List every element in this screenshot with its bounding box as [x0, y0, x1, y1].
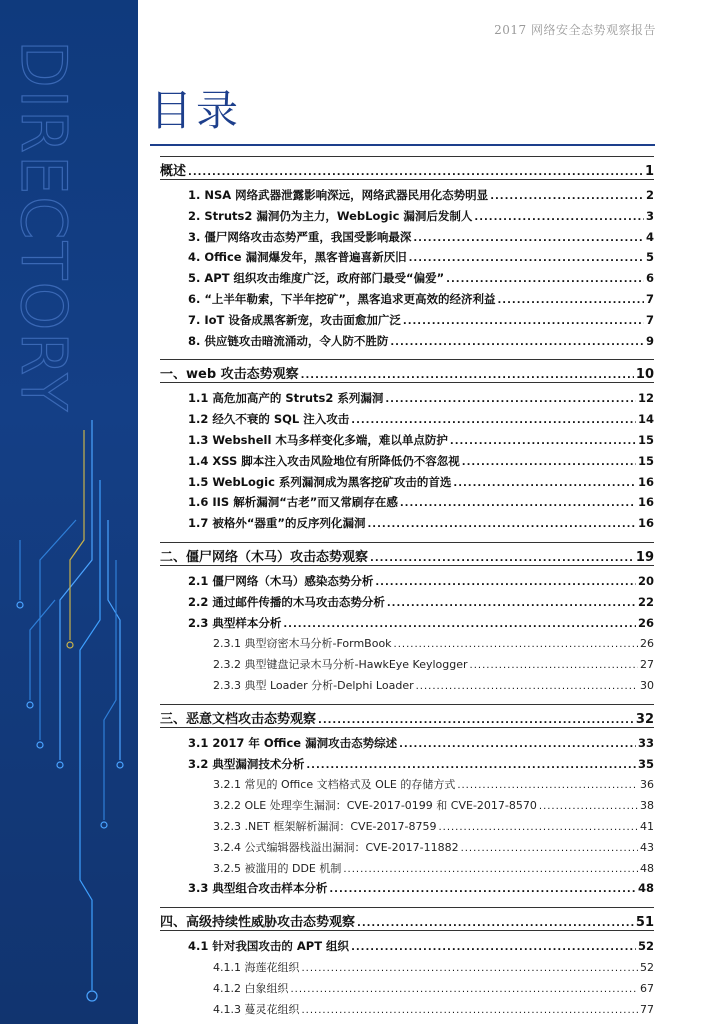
toc-entry[interactable]	[160, 594, 654, 610]
section-rule	[160, 704, 654, 705]
toc-leader	[453, 478, 636, 489]
toc-page-number: 51	[635, 915, 654, 931]
toc-page-number: 32	[635, 711, 654, 727]
toc-title: 4.1.1 海莲花组织	[213, 961, 300, 974]
toc-title: 1.7 被格外“器重”的反序列化漏洞	[188, 516, 366, 531]
toc-leader	[490, 191, 644, 202]
toc-entry[interactable]	[160, 980, 654, 996]
toc-entry[interactable]	[160, 880, 654, 896]
toc-title: 概述	[160, 164, 187, 179]
toc-page-number: 52	[640, 961, 654, 974]
toc-title: 1.5 WebLogic 系列漏洞成为黑客挖矿攻击的首选	[188, 474, 452, 489]
toc-leader	[301, 370, 634, 381]
toc-title: 2.3.2 典型键盘记录木马分析-HawkEye Keylogger	[213, 658, 468, 672]
directory-watermark: DIRECTORY	[7, 40, 80, 414]
section-rule	[160, 930, 654, 931]
toc-title: 3.3 典型组合攻击样本分析	[188, 881, 328, 896]
toc-page-number: 77	[640, 1002, 654, 1016]
toc-entry[interactable]	[160, 635, 654, 651]
toc-page-number: 35	[637, 756, 654, 771]
toc-leader	[368, 519, 636, 530]
toc-chapter[interactable]	[160, 363, 654, 382]
toc-leader	[283, 619, 636, 630]
toc-entry[interactable]	[160, 249, 654, 265]
toc-page-number: 4	[645, 229, 654, 244]
toc-leader	[413, 233, 644, 244]
toc-leader	[351, 942, 636, 953]
section-rule	[160, 359, 654, 360]
toc-title: 2.1 僵尸网络（木马）感染态势分析	[188, 574, 374, 588]
toc-page-number: 7	[645, 312, 654, 327]
toc-title: 3. 僵尸网络攻击态势严重，我国受影响最深	[188, 229, 412, 244]
toc-leader	[409, 253, 644, 264]
toc-entry[interactable]	[160, 411, 654, 427]
toc-title: 3.2.5 被滥用的 DDE 机制	[213, 861, 342, 875]
toc-entry[interactable]	[160, 474, 654, 490]
toc-leader	[351, 415, 636, 426]
toc-leader	[318, 715, 634, 726]
toc-leader	[450, 436, 636, 447]
toc-entry[interactable]	[160, 229, 654, 245]
circuit-traces	[20, 420, 120, 990]
toc-entry[interactable]	[160, 756, 654, 772]
toc-page-number: 67	[640, 981, 654, 995]
toc-entry[interactable]	[160, 818, 654, 834]
section-rule	[160, 542, 654, 543]
toc-page-number: 2	[645, 188, 654, 202]
toc-page-number: 19	[635, 550, 654, 565]
toc-chapter[interactable]	[160, 160, 654, 179]
toc-title: 1.4 XSS 脚本注入攻击风险地位有所降低仍不容忽视	[188, 453, 460, 468]
circuit-nodes	[17, 602, 123, 1001]
sidebar-decoration	[0, 0, 138, 1024]
section-rule	[160, 156, 654, 157]
toc-page-number: 15	[637, 433, 654, 447]
section-rule	[160, 179, 654, 180]
toc-title: 三、恶意文档攻击态势观察	[160, 711, 317, 727]
toc-leader	[474, 212, 644, 223]
toc-page-number: 6	[645, 271, 654, 286]
toc-leader	[446, 274, 644, 285]
toc-title: 四、高级持续性威胁攻击态势观察	[160, 915, 356, 931]
toc-entry[interactable]	[160, 860, 654, 876]
toc-page-number: 48	[640, 861, 654, 875]
toc-title: 7. IoT 设备成黑客新宠，攻击面愈加广泛	[188, 312, 401, 327]
toc-page-number: 3	[645, 208, 654, 223]
toc-entry[interactable]	[160, 573, 654, 589]
toc-leader	[375, 577, 636, 588]
toc-title: 2.3.1 典型窃密木马分析-FormBook	[213, 637, 392, 651]
toc-leader	[306, 760, 636, 771]
toc-title: 6. “上半年勒索，下半年挖矿”，黑客追求更高效的经济利益	[188, 292, 496, 306]
toc-title: 3.2.1 常见的 Office 文档格式及 OLE 的存储方式	[213, 778, 456, 792]
toc-page-number: 9	[645, 333, 654, 348]
toc-leader	[387, 598, 636, 609]
toc-leader	[302, 963, 639, 974]
toc-page-number: 1	[644, 164, 654, 179]
toc-leader	[400, 498, 636, 509]
toc-leader	[291, 984, 639, 995]
report-header: 2017 网络安全态势观察报告	[494, 23, 656, 37]
toc-page-number: 22	[637, 594, 654, 609]
toc-entry[interactable]	[160, 677, 654, 693]
toc-entry[interactable]	[160, 494, 654, 510]
toc-title: 1. NSA 网络武器泄露影响深远，网络武器民用化态势明显	[188, 188, 489, 202]
toc-entry[interactable]	[160, 208, 654, 224]
toc-entry[interactable]	[160, 839, 654, 855]
toc-leader	[302, 1005, 639, 1016]
toc-title: 5. APT 组织攻击维度广泛，政府部门最受“偏爱”	[188, 271, 445, 286]
title-divider	[150, 144, 655, 146]
toc-entry[interactable]	[160, 390, 654, 406]
toc-page-number: 27	[640, 658, 654, 672]
toc-entry[interactable]	[160, 270, 654, 286]
section-rule	[160, 565, 654, 566]
toc-leader	[416, 681, 638, 692]
toc-page-number: 33	[637, 735, 654, 750]
toc-entry[interactable]	[160, 187, 654, 203]
toc-leader	[188, 167, 643, 178]
toc-page-number: 16	[637, 495, 654, 510]
toc-leader	[457, 780, 638, 791]
toc-page-number: 30	[640, 679, 654, 692]
toc-title: 8. 供应链攻击暗流涌动，令人防不胜防	[188, 333, 389, 348]
toc-title: 2.3 典型样本分析	[188, 615, 282, 630]
toc-title: 4.1 针对我国攻击的 APT 组织	[188, 939, 350, 954]
section-rule	[160, 382, 654, 383]
toc-title: 二、僵尸网络（木马）攻击态势观察	[160, 550, 369, 565]
toc-title: 1.2 经久不衰的 SQL 注入攻击	[188, 412, 350, 427]
toc-title: 1.3 Webshell 木马多样变化多端，难以单点防护	[188, 433, 448, 447]
toc-leader	[329, 884, 636, 895]
toc-page-number: 41	[640, 820, 654, 833]
toc-leader	[403, 316, 644, 327]
toc-entry[interactable]	[160, 1001, 654, 1017]
toc-entry[interactable]	[160, 776, 654, 792]
toc-entry[interactable]	[160, 453, 654, 469]
toc-entry[interactable]	[160, 959, 654, 975]
toc-leader	[462, 457, 636, 468]
toc-entry[interactable]	[160, 312, 654, 328]
toc-page-number: 5	[645, 250, 654, 265]
toc-title: 2.2 通过邮件传播的木马攻击态势分析	[188, 594, 385, 609]
toc-title: 3.2 典型漏洞技术分析	[188, 756, 305, 771]
toc-page-number: 14	[637, 412, 654, 427]
toc-page-number: 52	[637, 939, 654, 954]
toc-leader	[438, 822, 638, 833]
toc-title: 3.2.4 公式编辑器栈溢出漏洞：CVE-2017-11882	[213, 840, 459, 854]
toc-entry[interactable]	[160, 797, 654, 813]
toc-title: 4.1.3 蔓灵花组织	[213, 1002, 300, 1016]
toc-page-number: 12	[637, 391, 654, 406]
toc-title: 4.1.2 白象组织	[213, 981, 289, 995]
section-rule	[160, 727, 654, 728]
toc-leader	[470, 660, 638, 671]
toc-leader	[394, 639, 638, 650]
toc-page-number: 16	[637, 474, 654, 489]
toc-page-number: 38	[640, 799, 654, 813]
toc-page-number: 10	[635, 367, 654, 383]
toc-title: 3.1 2017 年 Office 漏洞攻击态势综述	[188, 735, 398, 750]
toc-leader	[390, 337, 644, 348]
toc-leader	[498, 295, 644, 306]
toc-leader	[343, 864, 638, 875]
toc-title: 4. Office 漏洞爆发年，黑客普遍喜新厌旧	[188, 250, 407, 265]
toc-title: 1.6 IIS 解析漏洞“古老”而又常刷存在感	[188, 495, 398, 510]
page-title: 目录	[150, 86, 243, 135]
toc-title: 3.2.3 .NET 框架解析漏洞：CVE-2017-8759	[213, 820, 437, 833]
toc-leader	[385, 394, 636, 405]
toc-entry[interactable]	[160, 656, 654, 672]
toc-entry[interactable]	[160, 291, 654, 307]
toc-page-number: 43	[640, 840, 654, 854]
toc-title: 2.3.3 典型 Loader 分析-Delphi Loader	[213, 679, 414, 692]
toc-title: 2. Struts2 漏洞仍为主力，WebLogic 漏洞后发制人	[188, 208, 473, 223]
toc-page-number: 26	[637, 615, 654, 630]
toc-title: 1.1 高危加高产的 Struts2 系列漏洞	[188, 391, 384, 406]
toc-entry[interactable]	[160, 333, 654, 349]
toc-entry[interactable]	[160, 615, 654, 631]
toc-title: 3.2.2 OLE 处理孪生漏洞：CVE-2017-0199 和 CVE-2017-8570	[213, 799, 537, 813]
toc-entry[interactable]	[160, 515, 654, 531]
toc-page-number: 7	[645, 292, 654, 306]
toc-page-number: 26	[640, 637, 654, 651]
toc-leader	[399, 739, 636, 750]
section-rule	[160, 907, 654, 908]
toc-entry[interactable]	[160, 432, 654, 448]
toc-page-number: 48	[637, 881, 654, 896]
toc-leader	[370, 553, 634, 564]
toc-chapter[interactable]	[160, 546, 654, 565]
toc-entry[interactable]	[160, 938, 654, 954]
toc-page-number: 36	[640, 778, 654, 792]
toc-chapter[interactable]	[160, 911, 654, 930]
toc-entry[interactable]	[160, 735, 654, 751]
toc-leader	[357, 918, 634, 929]
toc-chapter[interactable]	[160, 708, 654, 727]
circuit-lines-graphic	[0, 0, 138, 1024]
toc-page-number: 16	[637, 516, 654, 531]
toc-title: 一、web 攻击态势观察	[160, 367, 299, 383]
toc-leader	[461, 843, 638, 854]
toc-page-number: 20	[637, 574, 654, 588]
toc-leader	[539, 801, 638, 812]
toc-page-number: 15	[637, 453, 654, 468]
